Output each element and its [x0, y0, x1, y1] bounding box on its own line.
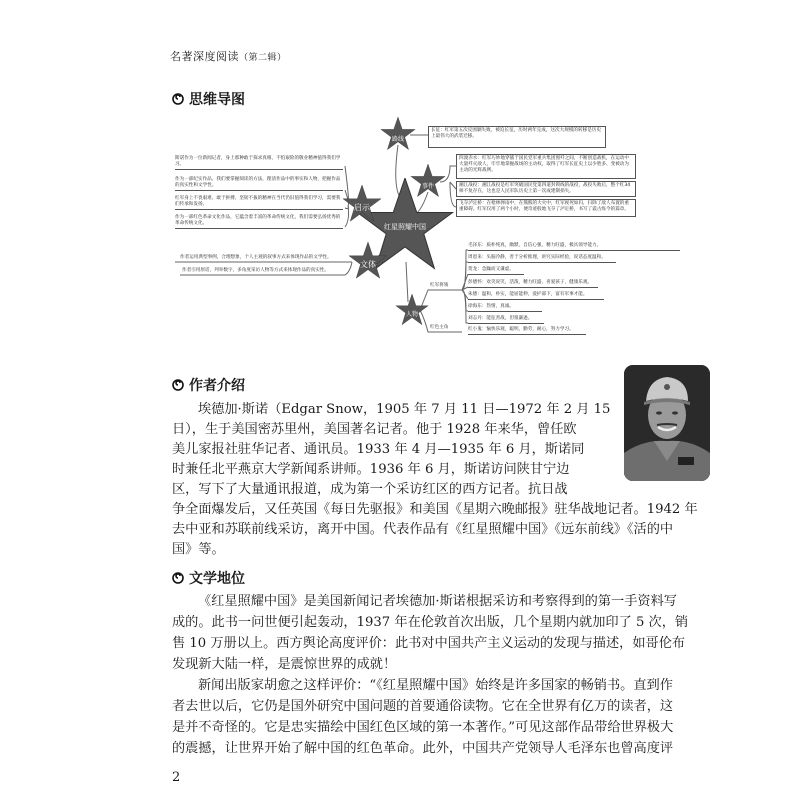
author-bio-line: 日），生于美国密苏里州，美国著名记者。他于 1928 年来华，曾任欧	[172, 422, 577, 437]
running-head-title-deep: 深度	[193, 50, 216, 63]
general-note: 彭德怀：欢笑说笑，活泼，精力旺盛，喜爱孩子，健康乐观。	[468, 280, 598, 288]
running-head-title: 名著	[170, 50, 193, 63]
generals-label: 红军将领	[430, 283, 449, 288]
author-bio-line: 区，写下了大量通讯报道，成为第一个采访红区的西方记者。抗日战	[172, 482, 568, 497]
page-number: 2	[172, 770, 181, 785]
running-head-subtitle: （第二辑）	[239, 53, 287, 63]
general-note: 周恩来：头脑冷静，善于分析推理，讲究实际经验，说话态度温和。	[468, 255, 616, 263]
route-note: 长征：红军第五次反围剿失败，被迫长征，历时两年完成，这次大规模的转移是历史上最伟大的武装迁移。	[428, 126, 606, 148]
status-paragraph-line: 发现新大陆一样，是震惊世界的成就！	[172, 657, 397, 672]
style-note: 作者引用原话，列举数字，多角度采访人物等方式来体现作品的真实性。	[182, 268, 330, 273]
spiral-bullet-icon	[172, 379, 184, 391]
mind-map-center-label: 红星照耀中国	[384, 223, 426, 231]
event-note: 四渡赤水：红军巧妙地穿插于国民党军重兵集团围歼之间，不断创造战机，在运动中大量歼灭敌人，牢牢地掌握战场的主动权，取得了红军长征史上以少胜多、变被动为主动的光辉战例。	[456, 154, 636, 179]
general-note: 刘志丹：能征善战，但很谦逊。	[468, 316, 544, 324]
author-photo	[624, 365, 710, 481]
route-label: 路线	[391, 136, 404, 143]
red-hero-note: 红小鬼：愉快乐观，聪明，勤劳，耐心，努力学习。	[468, 327, 586, 335]
inspiration-note: 作为一部纪实作品，我们要掌握阅读的方法，理清作品中的事实和人物，把握作品的真实性和文学性。	[175, 177, 343, 191]
event-note: 飞夺泸定桥：在枪林弹雨中，在熊熊的大火中，红军视死如归，扫除了敌人布置的重重障碍。红军仅用了两个小时，便奇迹般地飞夺了泸定桥，书写了震古烁今的篇章。	[456, 199, 636, 217]
status-paragraph-line: 是并不奇怪的。它是忠实描绘中国红色区域的第一本著作。”可见这部作品带给世界极大	[172, 720, 674, 735]
edgar-snow-portrait-icon	[624, 365, 710, 481]
inspiration-note: 作为一部红色革命文化作品，它蕴含着丰富的革命传统文化，我们需要弘扬优秀的革命传统文化。	[175, 215, 343, 229]
status-paragraph-line: 的震撼，让世界开始了解中国的红色革命。此外，中国共产党领导人毛泽东也曾高度评	[172, 741, 674, 756]
status-paragraph-line: 成的。此书一问世便引起轰动，1937 年在伦敦首次出版，几个星期内就加印了 5 次，销	[172, 615, 689, 630]
section-title: 文学地位	[189, 571, 245, 587]
spiral-bullet-icon	[172, 572, 184, 584]
inspiration-label: 启示	[354, 203, 370, 212]
author-bio-line: 去中亚和苏联前线采访，离开中国。代表作品有《红星照耀中国》《远东前线》《活的中	[172, 522, 674, 537]
status-paragraph-line: 者去世以后，它仍是国外研究中国问题的首要通俗读物。它在全世界有亿万的读者，这	[172, 699, 674, 714]
author-bio-line: 美儿家报社驻华记者、通讯员。1933 年 4 月—1935 年 6 月，斯诺同	[172, 442, 585, 457]
style-label: 文体	[360, 260, 376, 269]
status-paragraph-line: 售 10 万册以上。西方舆论高度评价：此书对中国共产主义运动的发现与描述，如哥伦布	[172, 636, 686, 651]
general-note: 朱德：温和，朴实，能屈能伸，爱护部下，富有军事才能。	[468, 292, 604, 300]
style-note: 作者运用典型事例，合理想象，个人主观的叙事方式来体现作品的文学性。	[180, 255, 332, 260]
status-paragraph-line: 新闻出版家胡愈之这样评价：“《红星照耀中国》始终是许多国家的畅销书。直到作	[198, 678, 673, 693]
section-heading-author	[172, 375, 245, 395]
author-bio-line: 国》等。	[172, 542, 225, 557]
author-bio-line: 时兼任北平燕京大学新闻系讲师。1936 年 6 月，斯诺访问陕甘宁边	[172, 462, 570, 477]
status-paragraph-line: 《红星照耀中国》是美国新闻记者埃德加·斯诺根据采访和考察得到的第一手资料写	[198, 594, 677, 609]
author-bio-line: 埃德加·斯诺（Edgar Snow，1905 年 7 月 11 日—1972 年 2 月 15	[198, 402, 611, 417]
inspiration-note: 斯诺作为一位新闻记者，身上那种敢于探求真相、不怕艰险的敬业精神值得我们学习。	[175, 156, 343, 170]
section-title: 思维导图	[189, 92, 245, 108]
running-head-title-read: 阅读	[216, 50, 239, 63]
red-hero-label: 红色主角	[430, 325, 449, 330]
author-bio-line: 争全面爆发后，又任英国《每日先驱报》和美国《星期六晚邮报》驻华战地记者。1942 年	[172, 502, 698, 517]
general-note: 徐海东：热情，真诚。	[468, 304, 542, 312]
section-heading-status	[172, 568, 245, 588]
events-label: 事件	[421, 183, 434, 190]
inspiration-note: 红军身上不畏艰难、敢于拼搏、坚韧不拔的精神在当代仍旧值得我们学习，需要我们传承和发扬。	[175, 196, 343, 210]
people-label: 人物	[405, 311, 418, 318]
event-note: 湘江战役：湘江战役是红军突破国民党第四道封锁线的战役，战役失败后，整个红34师不复存在，这也是人民军队历史上第一次成建制损失。	[456, 181, 636, 197]
section-title: 作者介绍	[189, 378, 245, 394]
general-note: 毛泽东：质朴纯真，幽默，自信心强，精力旺盛，极具领导能力。	[468, 243, 680, 251]
general-note: 贺龙：急躁而又谦虚。	[468, 267, 524, 275]
